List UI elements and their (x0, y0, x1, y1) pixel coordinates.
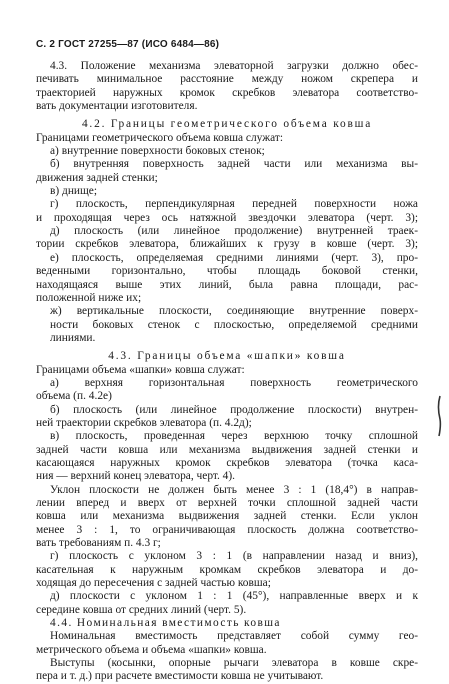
text-line: касательная к наружным кромкам скребков элеватора и до- (36, 563, 418, 576)
text-line: касающаяся наружных кромок скребков элеватора (точка каса- (36, 456, 418, 469)
text-line: а) внутренние поверхности боковых стенок; (50, 145, 265, 158)
text-line: находящаяся выше этих линий, была равна площади, рас- (36, 278, 418, 291)
page-header: С. 2 ГОСТ 27255—87 (ИСО 6484—86) (36, 39, 220, 50)
text-line: тории скребков элеватора, ближайших к грузу в ковше (черт. 3); (36, 238, 418, 251)
text-line: ния — верхний конец элеватора, черт. 4). (36, 470, 236, 483)
text-line: в) плоскость, проведенная через верхнюю точку сплошной (50, 430, 418, 443)
text-line: ж) вертикальные плоскости, соединяющие внутренние поверх- (50, 305, 418, 318)
text-line: вать документации изготовителя. (36, 100, 198, 113)
section-heading: 4.3. Границы объема «шапки» ковша (108, 350, 346, 363)
text-line: д) плоскости с уклоном 1 : 1 (45°), направленные вверх и к (50, 590, 418, 603)
text-line: Уклон плоскости не должен быть менее 3 : 1 (18,4°) в направ- (50, 483, 418, 496)
text-line: г) плоскость с уклоном 3 : 1 (в направлении назад и вниз), (50, 550, 418, 563)
text-line: Границами объема «шапки» ковша служат: (36, 363, 245, 376)
text-line: объема (п. 4.2е) (36, 390, 112, 403)
text-line: г) плоскость, перпендикулярная передней поверхности ножа (50, 198, 418, 211)
text-line: и проходящая через ось натяжной звездочки элеватора (черт. 3); (36, 211, 418, 224)
text-line: метрического объема и объема «шапки» ковша. (36, 643, 267, 656)
text-line: ней траектории скребков элеватора (п. 4.2д); (36, 416, 252, 429)
text-line: Выступы (косынки, опорные рычаги элеватора в ковше скре- (50, 657, 418, 670)
text-line: д) плоскость (или линейное продолжение) внутренней траек- (50, 225, 418, 238)
section-heading: 4.4. Номинальная вместимость ковша (50, 617, 281, 630)
text-line: 4.3. Положение механизма элеваторной загрузки должно обес- (50, 60, 418, 72)
text-line: середине ковша от средних линий (черт. 5). (36, 603, 247, 616)
text-line: в) днище; (50, 185, 97, 198)
text-line: лении вперед и вверх от верхней точки сплошной задней части (36, 497, 418, 509)
text-line: б) внутренняя поверхность задней части или механизма вы- (50, 158, 418, 171)
text-line: печивать минимальное расстояние между ножом скрепера и (36, 73, 418, 86)
text-line: Номинальная вместимость представляет собой сумму гео- (50, 630, 418, 643)
body-text (36, 60, 418, 684)
text-line: Границами геометрического объема ковша служат: (36, 131, 283, 144)
text-line: ности боковых стенок с плоскостью, определяемой средними (50, 318, 418, 331)
text-line: положенной ниже их; (36, 291, 142, 304)
text-line: а) верхняя горизонтальная поверхность геометрического (50, 376, 418, 389)
section-heading: 4.2. Границы геометрического объема ковша (81, 118, 373, 131)
text-line: задней части ковша или механизма выдвижения задней стенки и (36, 443, 418, 456)
text-line: пера и т. д.) при расчете вместимости ковша не учитывают. (36, 670, 324, 683)
text-line: линиями. (50, 331, 96, 344)
text-line: б) плоскость (или линейное продолжение плоскости) внутрен- (50, 403, 418, 416)
text-line: движения задней стенки; (36, 171, 158, 184)
text-line: ковша или механизма выдвижения задней стенки. Если уклон (36, 510, 418, 523)
text-line: веденными горизонтально, чтобы площадь боковой стенки, (36, 265, 418, 278)
text-line: вать требованиям п. 4.3 г; (36, 537, 161, 550)
text-line: е) плоскость, определяемая средними линиями (черт. 3), про- (50, 251, 418, 264)
text-line: траекторией наружных кромок скребков элеватора соответство- (36, 86, 418, 99)
text-line: менее 3 : 1, то ограничивающая плоскость должна соответство- (36, 523, 418, 536)
text-line: ходящая до пересечения с задней частью ковша; (36, 577, 271, 590)
margin-mark (437, 395, 442, 437)
